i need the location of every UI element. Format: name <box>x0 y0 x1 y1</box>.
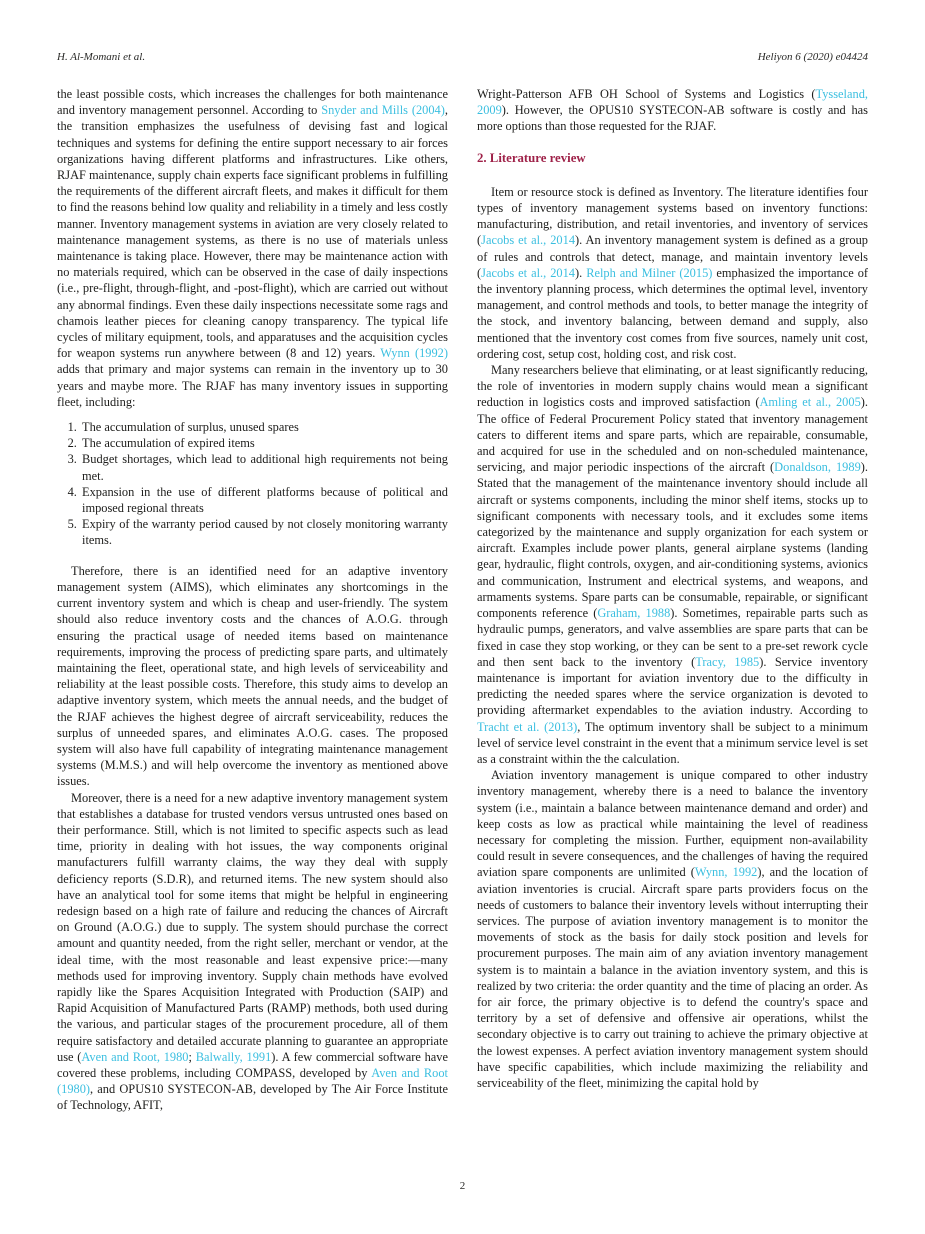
section-heading: 2. Literature review <box>477 150 586 165</box>
body-text: , The optimum inventory shall be subject to a minimum level of service level constraint in the event that a minimum service level is set as a constraint within the the calculation. <box>477 719 868 766</box>
body-text: ). Service inventory maintenance is important for aviation inventory due to the difficulty in predicting the needed spares where the service organization is devoted to providing aftermarket expendables to the aviation industry. According to <box>477 654 869 718</box>
paragraph <box>57 86 448 410</box>
body-text: emphasized the importance of the inventory planning process, which determines the optimal level, inventory management, and control methods and tools, to better manage the integrity of the stock, and inventory balancing, between demand and supply, also mentioned that the inventory cost comes from five sources, namely unit cost, ordering cost, setup cost, holding cost, and risk cost. <box>477 265 869 361</box>
citation-link[interactable]: Amling et al., 2005 <box>759 395 861 410</box>
paragraph <box>477 767 868 1091</box>
citation-link[interactable]: Tysseland, 2009 <box>477 87 868 118</box>
body-text: Wright-Patterson AFB OH School of Systems and Logistics ( <box>477 87 816 101</box>
paragraph <box>477 184 868 362</box>
list-item: 4. Expansion in the use of different platforms because of political and imposed regional threats <box>80 484 448 516</box>
list-item: 3. Budget shortages, which lead to additional high requirements not being met. <box>80 451 448 483</box>
citation-link[interactable]: Donaldson, 1989 <box>774 460 861 475</box>
body-text: ; <box>188 1049 196 1064</box>
citation-link[interactable]: Wynn, 1992 <box>694 865 758 880</box>
body-text: ). A few commercial software have covered these problems, including COMPASS, developed by <box>57 1049 449 1080</box>
two-column-body <box>57 86 868 1114</box>
right-column <box>477 86 868 1114</box>
body-text: the least possible costs, which increases the challenges for both maintenance and inventory management personnel. According to <box>57 87 448 118</box>
citation-link[interactable]: Tracy, 1985 <box>695 654 760 669</box>
body-text: , the transition emphasizes the usefulness of devising fast and logical techniques and systems for defining the entire support necessary to air forces organizations having different platforms and infrastructures. Like others, RJAF maintenance, supply chain experts face significant problems in fulfilling the requirements of the different aircraft fleets, and makes it difficult for them to find the reasons behind low quality and reliability in a timely and less costly manner. Inventory management systems in aviation are very closely related to maintenance management systems, as there is no use of materials unless maintenance is taking place. However, there may be maintenance action with no materials required, which can be observed in the case of daily inspections (i.e., pre-flight, through-flight, and -post-flight), which are carried out without any abnormal findings. Even these daily inspections necessitate some rags and chamois leather pieces for cleaning canopy transparency. The typical life cycles of military equipment, tools, and apparatuses and the acquisition cycles for weapon systems run anywhere between (8 and 12) years. <box>57 103 448 361</box>
body-text: ). An inventory management system is defined as a group of rules and controls that detect, manage, and maintain inventory levels ( <box>477 233 868 280</box>
body-text: ). <box>574 265 587 280</box>
body-text: ). Sometimes, repairable parts such as hydraulic pumps, generators, and valve assemblies are spare parts that can be fixed in case they stop working, or they can be sent to a pre-set rework cycle and then sent back to the inventory ( <box>477 606 868 669</box>
citation-link[interactable]: Graham, 1988 <box>597 606 671 621</box>
body-text: Item or resource stock is defined as Inventory. The literature identifies four types of inventory management systems based on inventory functions: manufacturing, distribution, and retail inventories, and inventory of services ( <box>477 184 868 248</box>
body-text: Moreover, there is a need for a new adaptive inventory management system that establishes a database for trusted vendors versus untrusted ones based on their performance. Still, which is not limited to specific aspects such as lead time, priority in dealing with hot issues, the way components original manufacturers fulfill warranty claims, the way they deal with supply deficiency reports (S.D.R), and returned items. The new system should also have an analytical tool for some items that might be helpful in engineering redesign based on a high rate of failure and reducing the chances of Aircraft on Ground (A.O.G.) due to supply. The system should purchase the correct amount and quantity needed, from the right seller, merchant or vendor, at the ideal time, with the most reasonable and least expensive price:—many methods used for improving inventory. Supply chain methods have evolved rapidly like the Spares Acquisition Integrated with Production (SAIP) and Rapid Acquisition of Manufactured Parts (RAMP) methods, both used during the various, and particular stages of the procurement procedure, all of them require satisfactory and detailed accurate planning to guarantee an appropriate use ( <box>57 790 448 1064</box>
citation-link[interactable]: Aven and Root (1980) <box>57 1065 448 1097</box>
body-text: adds that primary and major systems can remain in the inventory up to 30 years and maybe more. The RJAF has many inventory issues in supporting fleet, including: <box>57 362 448 409</box>
page-number: 2 <box>459 1180 466 1192</box>
body-text: ). Stated that the management of the maintenance inventory should include all aircraft or systems components, including the minor shelf items, stocks up to significant components with necessary tools, and it excludes some items categorized by the maintenance and supply organization for each system or aircraft. Examples include power plants, general airplane systems (landing gear, hydraulic, flight controls, oxygen, and air-conditioning systems, avionics and communication, Instrument and electrical systems, and weapons, and armaments systems. Spare parts can be consumable, repairable, or significant components reference ( <box>477 460 868 621</box>
numbered-list <box>57 419 448 549</box>
citation-link[interactable]: Aven and Root, 1980 <box>81 1049 189 1064</box>
citation-link[interactable]: Wynn (1992) <box>380 346 449 361</box>
paragraph <box>57 563 448 790</box>
running-header-authors: H. Al-Momani et al. <box>57 51 146 63</box>
running-header-journal: Heliyon 6 (2020) e04424 <box>757 51 868 63</box>
paragraph <box>477 86 868 135</box>
body-text: , and OPUS10 SYSTECON-AB, developed by The Air Force Institute of Technology, AFIT, <box>57 1082 448 1113</box>
left-column <box>57 86 448 1114</box>
citation-link[interactable]: Jacobs et al., 2014 <box>481 233 576 248</box>
citation-link[interactable]: Tracht et al. (2013) <box>477 719 578 734</box>
body-text: ). However, the OPUS10 SYSTECON-AB software is costly and has more options than those requested for the RJAF. <box>477 103 868 134</box>
body-text: Many researchers believe that eliminating, or at least significantly reducing, the role of inventories in modern supply chains would mean a significant reduction in logistics costs and improved satisfaction ( <box>477 363 868 410</box>
citation-link[interactable]: Snyder and Mills (2004) <box>321 103 445 118</box>
body-text: Therefore, there is an identified need for an adaptive inventory management system (AIMS), which eliminates any shortcomings in the current inventory system and which is cheap and user-friendly. The system should also reduce inventory costs and the chances of A.O.G. through ensuring the practical usage of needed items based on maintenance requirements, improving the process of predicting spare parts, and ultimately maintaining the fleet, operational state, and high levels of serviceability and reliability at the least possible costs. Therefore, this study aims to develop an adaptive inventory system, which meets the annual needs, and the budget of the RJAF achieves the highest degree of aircraft serviceability, reduces the surplus of unneeded spares, and eliminates A.O.G. cases. The proposed system will also have full capability of integrating maintenance management systems (M.M.S.) and will help overcome the inventory as mentioned above issues. <box>57 563 448 789</box>
paragraph <box>57 790 448 1114</box>
list-item: 2. The accumulation of expired items <box>80 435 448 451</box>
list-item: 1. The accumulation of surplus, unused spares <box>80 419 448 435</box>
citation-link[interactable]: Balwally, 1991 <box>195 1049 272 1064</box>
body-text: ). The office of Federal Procurement Policy stated that inventory management caters to different items and spare parts, which are repairable, consumable, and acquired for use in the scheduled and on non-scheduled maintenance, servicing, and major periodic inspections of the aircraft ( <box>477 395 869 475</box>
body-text: Aviation inventory management is unique compared to other industry inventory management, whereby there is a need to balance the inventory system (i.e., maintain a balance between maintenance demand and order) and keep costs as low as practical while maintaining the level of readiness necessary for completing the mission. Further, equipment non-availability could result in severe consequences, and the challenges of having the required aviation spare components are unlimited ( <box>477 768 868 880</box>
citation-link[interactable]: Jacobs et al., 2014 <box>481 265 575 280</box>
citation-link[interactable]: Relph and Milner (2015) <box>586 265 713 280</box>
list-item: 5. Expiry of the warranty period caused by not closely monitoring warranty items. <box>80 516 448 548</box>
page-footer <box>0 1180 925 1192</box>
paragraph <box>477 362 868 767</box>
body-text: ), and the location of aviation inventories is crucial. Aircraft spare parts providers focus on the needs of customers to balance their inventory levels without interrupting their services. The purpose of aviation inventory management is to monitor the movements of stock as the basis for daily stock position and levels for procurement purposes. The main aim of any aviation inventory management system is to maintain a balance in the aviation inventory system, and this is realized by two criteria: the order quantity and the time of placing an order. As for air force, the primary objective is to defend the country's space and territory by a set of defensive and offensive air operations, whilst the secondary objective is to carry out training to achieve the primary objective at the lowest expenses. A perfect aviation inventory management system should have specific capabilities, which include maximizing the reliability and serviceability of the fleet, minimizing the capital hold by <box>477 865 869 1090</box>
running-header <box>57 0 868 63</box>
